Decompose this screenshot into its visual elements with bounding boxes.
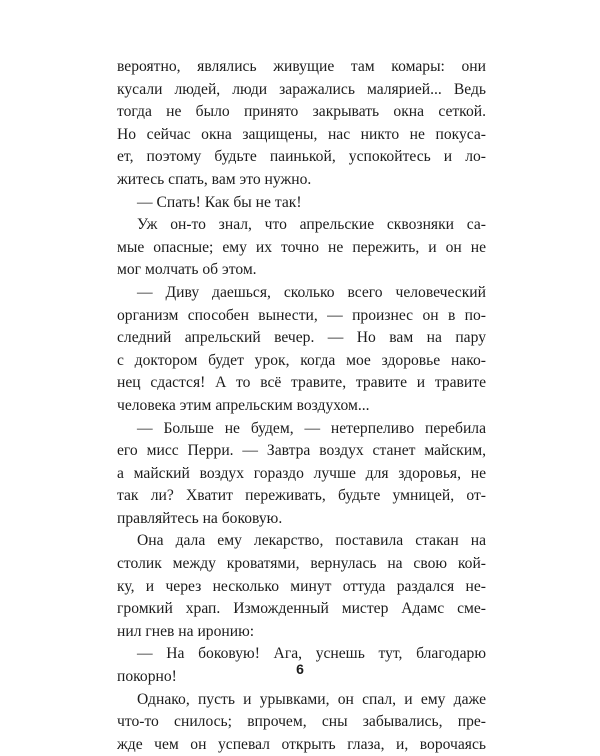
text-line: Но сейчас окна защищены, нас никто не покуса- bbox=[117, 125, 486, 143]
text-line: громкий храп. Изможденный мистер Адамс сме- bbox=[117, 600, 486, 618]
text-line: мые опасные; ему их точно не пережить, и он не bbox=[117, 238, 486, 256]
page-number: 6 bbox=[296, 661, 304, 677]
text-line: что-то снилось; впрочем, сны забывались, пре- bbox=[117, 713, 486, 731]
text-line: следний апрельский вечер. — Но вам на пару bbox=[117, 329, 486, 347]
text-line: мог молчать об этом. bbox=[117, 261, 257, 279]
text-line: — Спать! Как бы не так! bbox=[137, 193, 302, 211]
text-line: человека этим апрельским воздухом... bbox=[117, 396, 370, 414]
text-line: а майский воздух гораздо лучше для здоровья, не bbox=[117, 464, 486, 482]
text-line: тогда не было принято закрывать окна сеткой. bbox=[117, 103, 486, 121]
text-line: — Диву даешься, сколько всего человеческий bbox=[137, 283, 486, 301]
text-line: его мисс Перри. — Завтра воздух станет майским, bbox=[117, 442, 486, 460]
text-line: — Больше не будем, — нетерпеливо перебила bbox=[137, 419, 486, 437]
text-line: Однако, пусть и урывками, он спал, и ему даже bbox=[137, 690, 486, 708]
text-line: Она дала ему лекарство, поставила стакан на bbox=[137, 532, 486, 550]
text-line: жде чем он успевал открыть глаза, и, ворочаясь bbox=[117, 735, 486, 753]
text-line: нил гнев на иронию: bbox=[117, 622, 255, 640]
text-line: правляйтесь на боковую. bbox=[117, 509, 283, 527]
text-line: столик между кроватями, вернулась на свою кой- bbox=[117, 555, 486, 573]
text-line: житесь спать, вам это нужно. bbox=[117, 170, 312, 188]
text-line: ку, и через несколько минут оттуда раздался не- bbox=[117, 577, 486, 595]
text-line: кусали людей, люди заражались малярией... Ведь bbox=[117, 80, 486, 98]
text-line: с доктором будет урок, когда мое здоровье нако- bbox=[117, 351, 486, 369]
page-body-text bbox=[117, 56, 486, 756]
text-line: Уж он-то знал, что апрельские сквозняки са- bbox=[137, 216, 486, 234]
text-line: — На боковую! Ага, уснешь тут, благодарю bbox=[137, 645, 486, 663]
text-line: покорно! bbox=[117, 668, 177, 686]
text-line: организм способен вынести, — произнес он в по- bbox=[117, 306, 486, 324]
text-line: вероятно, являлись живущие там комары: они bbox=[117, 58, 486, 75]
text-line: ет, поэтому будьте паинькой, успокойтесь и ло- bbox=[117, 148, 486, 166]
text-line: нец сдастся! А то всё травите, травите и травите bbox=[117, 374, 486, 392]
text-line: так ли? Хватит переживать, будьте умницей, от- bbox=[117, 487, 486, 505]
